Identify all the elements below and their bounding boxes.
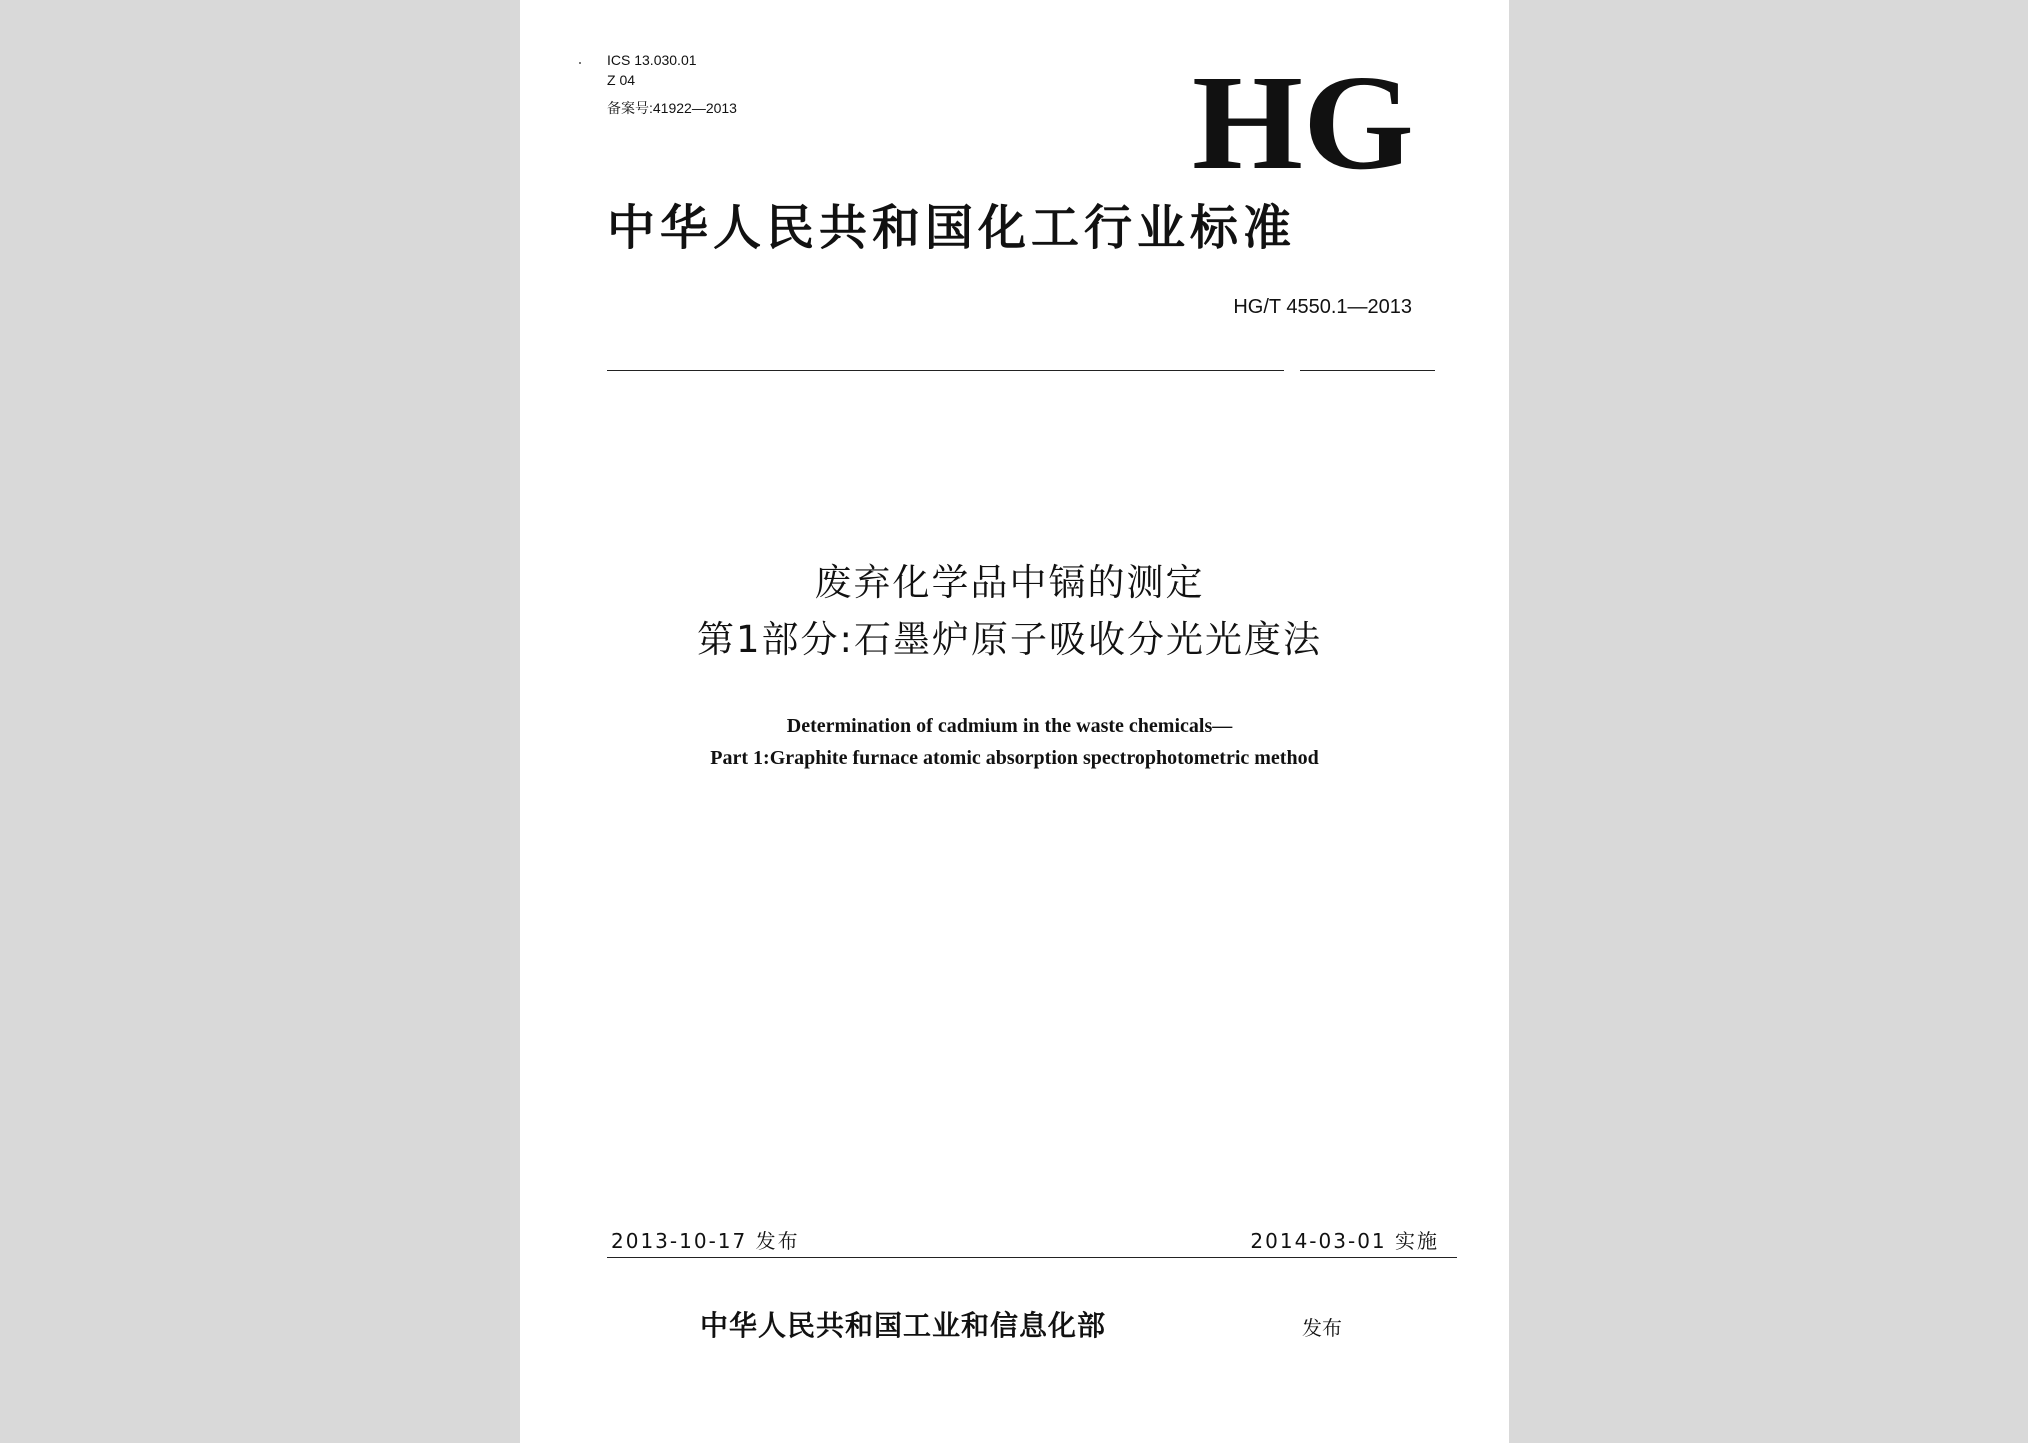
title-chinese-line-2: 第1部分:石墨炉原子吸收分光光度法 [696,618,1322,661]
implementation-date: 2014-03-01 实施 [1250,1229,1439,1253]
record-number: 备案号:41922—2013 [607,100,737,116]
publisher-suffix: 发布 [1302,1316,1342,1340]
publisher-name: 中华人民共和国工业和信息化部 [700,1309,1107,1342]
classification-code: Z 04 [607,72,636,88]
title-english-line-1: Determination of cadmium in the waste chemicals— [786,715,1233,737]
standard-body-title: 中华人民共和国化工行业标准 [607,200,1297,256]
standard-number: HG/T 4550.1—2013 [1233,296,1412,318]
footer-divider [607,1257,1457,1258]
document-page [520,0,1509,1443]
header-divider [607,370,1435,371]
hg-logo [1188,60,1418,180]
issue-date: 2013-10-17 发布 [611,1229,800,1253]
title-english-line-2: Part 1:Graphite furnace atomic absorption spectrophotometric method [710,747,1319,769]
header-divider-gap [1284,368,1300,374]
title-chinese-line-1: 废弃化学品中镉的测定 [814,561,1205,604]
hg-logo-letters: HG [1192,60,1414,180]
ics-code: ICS 13.030.01 [607,52,697,68]
scan-speck [579,62,581,64]
